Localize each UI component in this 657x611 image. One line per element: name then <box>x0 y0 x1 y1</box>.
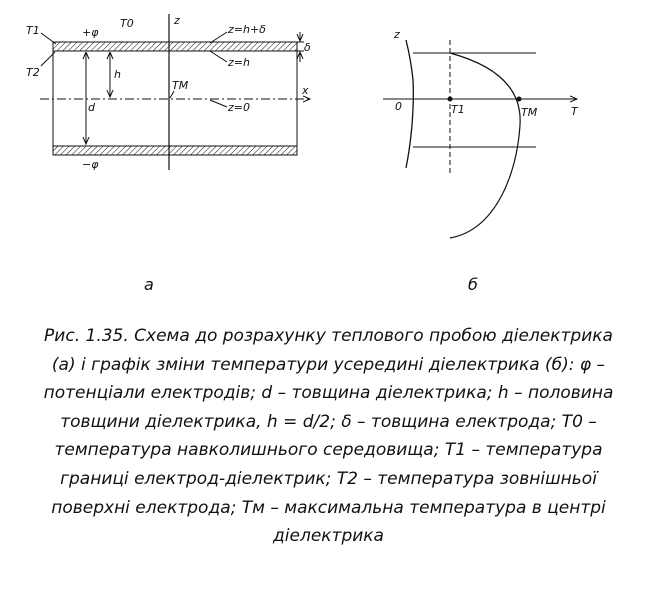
caption-line: потенціали електродів; d – товщина діелектрика; h – половина <box>43 383 614 404</box>
caption-line: Рис. 1.35. Схема до розрахунку теплового пробою діелектрика <box>44 326 613 346</box>
caption-line: поверхні електрода; Tм – максимальна температура в центрі <box>51 497 606 518</box>
leader-z-0 <box>210 100 227 107</box>
leader-z-h-delta <box>210 32 227 43</box>
leader-T1 <box>41 33 56 44</box>
label-T0: T0 <box>120 17 134 30</box>
panel-a-schematic <box>26 14 311 294</box>
bottom-electrode <box>53 146 297 155</box>
label-h: h <box>114 68 121 81</box>
label-x-axis: x <box>302 84 309 97</box>
label-d: d <box>88 101 95 114</box>
label-z-0: z=0 <box>228 101 250 114</box>
top-electrode <box>53 42 297 51</box>
z-axis-curve <box>406 40 413 168</box>
label-z-h-delta: z=h+δ <box>228 23 266 36</box>
panel-label-b: б <box>468 275 478 294</box>
caption-line: товщини діелектрика, h = d/2; δ – товщина електрода; T0 – <box>60 411 597 432</box>
label-T1: T1 <box>26 24 40 37</box>
caption-line: діелектрика <box>273 526 384 547</box>
label-T1-b: T1 <box>451 103 465 116</box>
figure-caption <box>8 322 649 551</box>
leader-z-h <box>210 51 227 62</box>
temperature-curve <box>450 53 520 238</box>
label-minus-phi: −φ <box>82 158 99 171</box>
label-plus-phi: +φ <box>82 26 99 39</box>
caption-line: (а) і графік зміни температури усередині діелектрика (б): φ – <box>51 354 606 375</box>
panel-label-a: а <box>144 275 154 294</box>
thermal-breakdown-figure <box>0 0 657 300</box>
point-TM <box>517 97 522 102</box>
panel-b-graph <box>383 28 579 294</box>
label-T-axis: T <box>571 105 578 118</box>
label-z-axis-b: z <box>394 28 400 41</box>
label-z-h: z=h <box>228 56 250 69</box>
caption-line: температура навколишнього середовища; T1 – температура <box>54 440 603 461</box>
label-origin: 0 <box>395 100 402 113</box>
label-z-axis-a: z <box>174 14 180 27</box>
leader-TM <box>170 91 174 98</box>
label-TM-b: TM <box>521 106 538 119</box>
point-T1 <box>448 97 453 102</box>
label-TM-a: TM <box>172 79 189 92</box>
label-delta: δ <box>304 41 311 54</box>
caption-line: границі електрод-діелектрик; T2 – температура зовнішньої <box>60 468 597 489</box>
label-T2: T2 <box>26 66 40 79</box>
